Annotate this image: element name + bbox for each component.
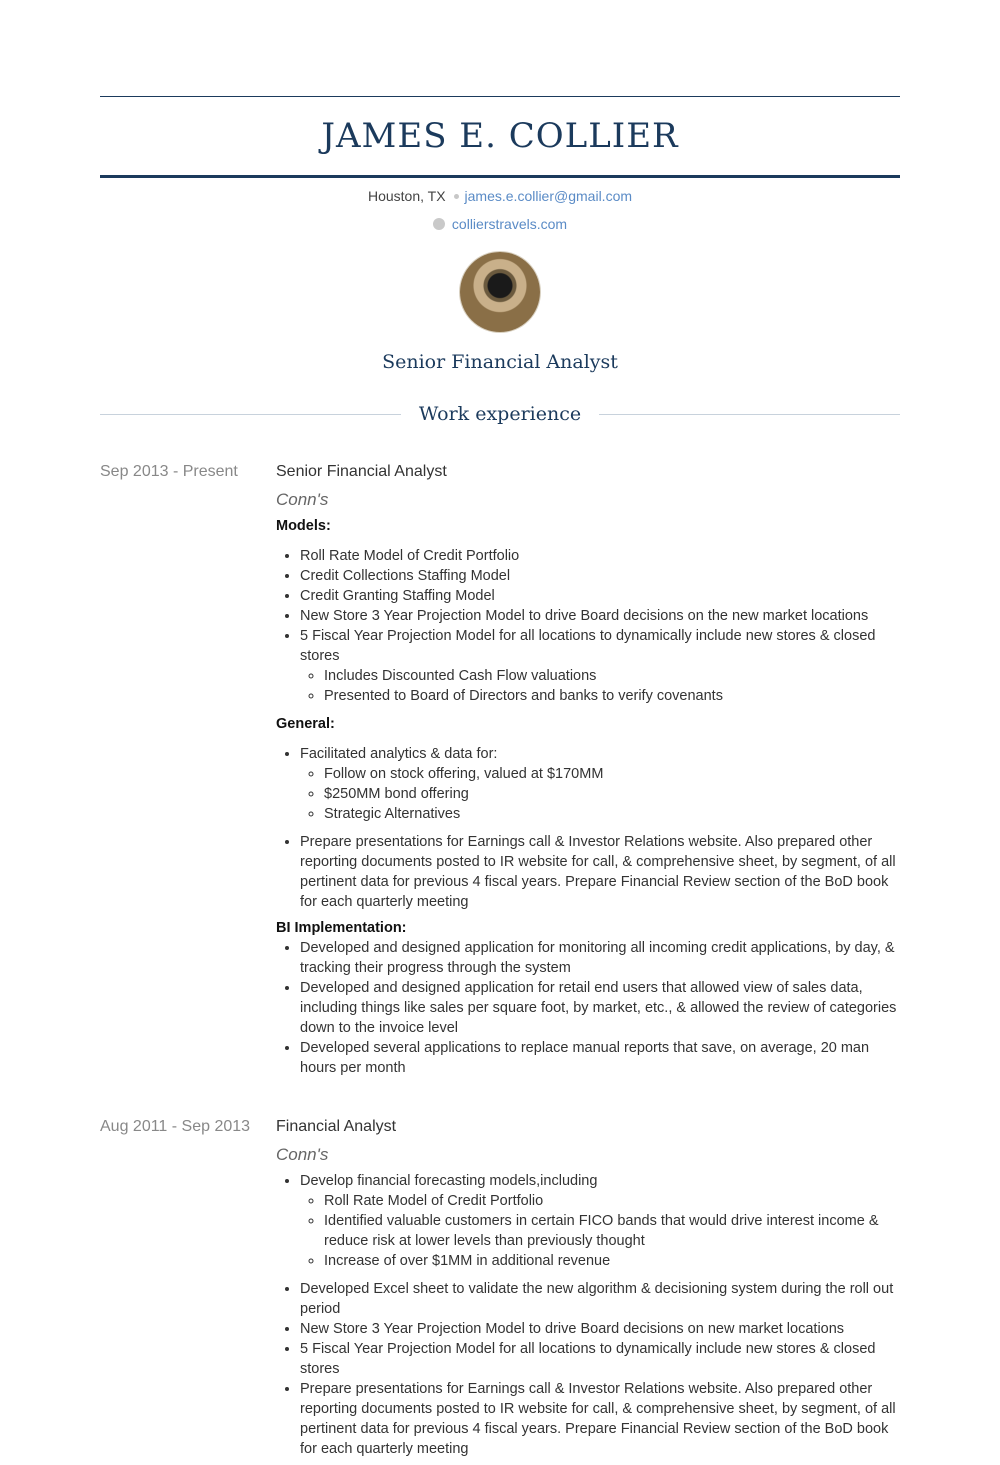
list-item-text: Develop financial forecasting models,including xyxy=(300,1173,598,1189)
section-rule-right xyxy=(599,414,900,415)
website-link[interactable]: collierstravels.com xyxy=(451,216,568,232)
work-experience-heading xyxy=(100,401,900,427)
job-title: Senior Financial Analyst xyxy=(276,463,447,480)
globe-icon xyxy=(433,218,445,230)
header-bottom-rule xyxy=(100,175,900,178)
sub-list-item: ◦ Roll Rate Model of Credit Portfolio xyxy=(324,1191,900,1211)
job-content xyxy=(276,461,900,1084)
sub-list xyxy=(300,764,900,824)
job-dates: Aug 2011 - Sep 2013 xyxy=(100,1118,251,1135)
sub-list-item: ◦ Strategic Alternatives xyxy=(324,804,900,824)
job-company: Conn's xyxy=(276,1145,329,1164)
responsibilities-list xyxy=(276,1171,900,1459)
header-top-rule xyxy=(100,96,900,97)
sub-list-item: ◦ Identified valuable customers in certain FICO bands that would drive interest income & reduce risk at lower levels than previously thought xyxy=(324,1211,900,1251)
sub-list-item: ◦ Presented to Board of Directors and banks to verify covenants xyxy=(324,686,900,706)
list-item: • Credit Granting Staffing Model xyxy=(300,586,900,606)
list-item: • New Store 3 Year Projection Model to drive Board decisions on new market locations xyxy=(300,1319,900,1339)
sub-list-item: ◦ Includes Discounted Cash Flow valuations xyxy=(324,666,900,686)
location-text: Houston, TX xyxy=(367,188,446,204)
sub-list-item: ◦ Follow on stock offering, valued at $170MM xyxy=(324,764,900,784)
candidate-name: JAMES E. COLLIER xyxy=(321,116,679,156)
section-rule-left xyxy=(100,414,401,415)
job-title: Financial Analyst xyxy=(276,1118,397,1135)
list-item-text: 5 Fiscal Year Projection Model for all locations to dynamically include new stores & closed stores xyxy=(300,628,876,664)
job-dates: Sep 2013 - Present xyxy=(100,463,238,480)
job-content xyxy=(276,1116,900,1465)
headline: Senior Financial Analyst xyxy=(382,351,618,373)
job-company: Conn's xyxy=(276,490,329,509)
separator-dot-icon xyxy=(454,194,459,199)
list-item: • Developed several applications to replace manual reports that save, on average, 20 man hours per month xyxy=(300,1038,900,1078)
website-row xyxy=(100,214,900,234)
list-item xyxy=(300,1171,900,1271)
models-list xyxy=(276,546,900,706)
list-item: • Roll Rate Model of Credit Portfolio xyxy=(300,546,900,566)
bi-list xyxy=(276,938,900,1078)
list-item: • Prepare presentations for Earnings call & Investor Relations website. Also prepared other reporting documents posted to IR website for call, & comprehensive sheet, by segment, of all pertinent data for previous 4 fiscal years. Prepare Financial Review section of the BoD book for each quarterly meeting xyxy=(300,832,900,912)
list-item xyxy=(300,626,900,706)
list-item: • Developed and designed application for retail end users that allowed view of sales data, including things like sales per square foot, by market, etc., & allowed the review of categories down to the invoice level xyxy=(300,978,900,1038)
job-entry xyxy=(100,1116,900,1465)
list-item: • Developed Excel sheet to validate the new algorithm & decisioning system during the roll out period xyxy=(300,1279,900,1319)
list-item xyxy=(300,744,900,824)
profile-photo xyxy=(460,252,540,332)
list-item: • Credit Collections Staffing Model xyxy=(300,566,900,586)
bi-heading: BI Implementation: xyxy=(276,920,407,936)
list-item: • 5 Fiscal Year Projection Model for all locations to dynamically include new stores & closed stores xyxy=(300,1339,900,1379)
general-heading: General: xyxy=(276,716,335,732)
section-title-label: Work experience xyxy=(418,403,582,425)
sub-list-item: ◦ $250MM bond offering xyxy=(324,784,900,804)
sub-list xyxy=(300,1191,900,1271)
list-item: • Developed and designed application for monitoring all incoming credit applications, by day, & tracking their progress through the system xyxy=(300,938,900,978)
email-link[interactable]: james.e.collier@gmail.com xyxy=(464,188,633,204)
list-item: • Prepare presentations for Earnings call & Investor Relations website. Also prepared other reporting documents posted to IR website for call, & comprehensive sheet, by segment, of all pertinent data for previous 4 fiscal years. Prepare Financial Review section of the BoD book for each quarterly meeting xyxy=(300,1379,900,1459)
general-list xyxy=(276,744,900,912)
sub-list xyxy=(300,666,900,706)
list-item: • New Store 3 Year Projection Model to drive Board decisions on the new market locations xyxy=(300,606,900,626)
models-heading: Models: xyxy=(276,518,331,534)
contact-row xyxy=(100,186,900,206)
photo-container xyxy=(100,252,900,332)
resume-page xyxy=(100,96,900,1465)
sub-list-item: ◦ Increase of over $1MM in additional revenue xyxy=(324,1251,900,1271)
job-entry xyxy=(100,461,900,1084)
list-item-text: Facilitated analytics & data for: xyxy=(300,746,498,762)
